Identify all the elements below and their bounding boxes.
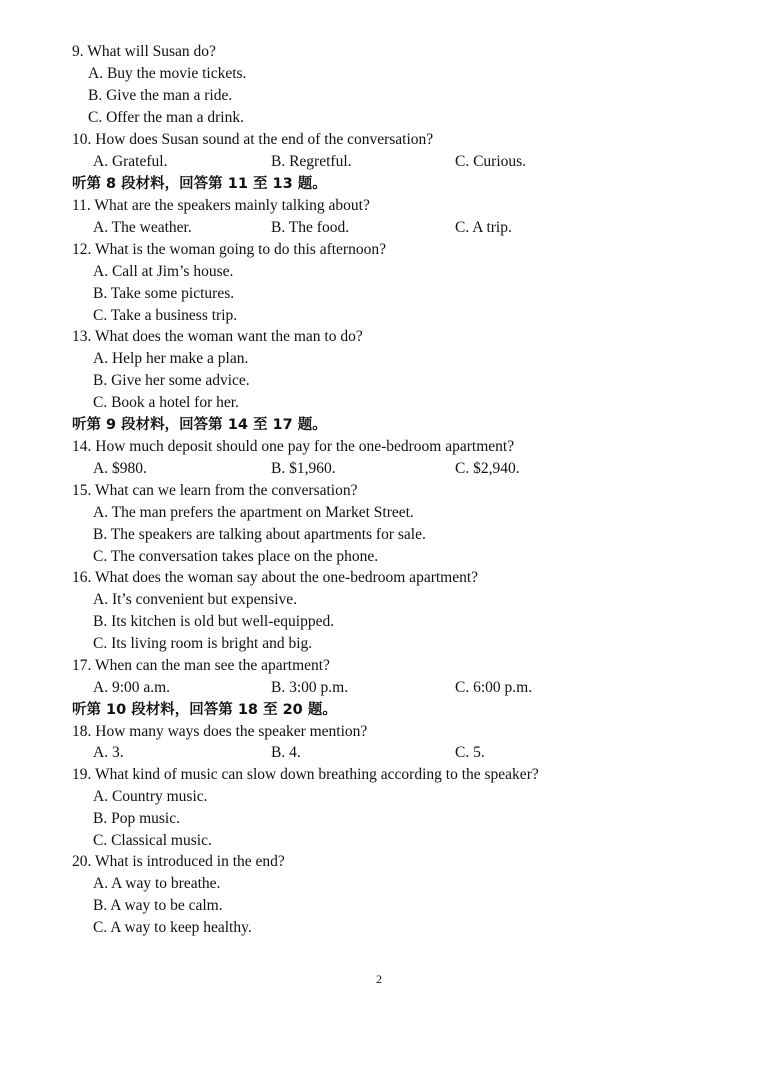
option-16a: A. It’s convenient but expensive. — [93, 591, 298, 608]
option-17c: C. 6:00 p.m. — [455, 679, 533, 696]
section-heading-9: 听第 9 段材料，回答第 14 至 17 题。 — [72, 417, 327, 433]
option-10b: B. Regretful. — [271, 153, 352, 170]
question-13: 13. What does the woman want the man to do? — [72, 328, 363, 345]
option-16b: B. Its kitchen is old but well-equipped. — [93, 613, 335, 630]
question-14: 14. How much deposit should one pay for the one-bedroom apartment? — [72, 438, 515, 455]
option-20c: C. A way to keep healthy. — [93, 919, 252, 936]
question-16: 16. What does the woman say about the one-bedroom apartment? — [72, 569, 479, 586]
question-19: 19. What kind of music can slow down breathing according to the speaker? — [72, 766, 539, 783]
option-17b: B. 3:00 p.m. — [271, 679, 349, 696]
option-14c: C. $2,940. — [455, 460, 520, 477]
question-17: 17. When can the man see the apartment? — [72, 657, 330, 674]
option-9b: B. Give the man a ride. — [88, 87, 233, 104]
option-15c: C. The conversation takes place on the phone. — [93, 548, 379, 565]
option-11c: C. A trip. — [455, 219, 512, 236]
page-number: 2 — [376, 972, 382, 986]
option-14b: B. $1,960. — [271, 460, 336, 477]
option-19b: B. Pop music. — [93, 810, 180, 827]
question-20: 20. What is introduced in the end? — [72, 853, 285, 870]
question-18: 18. How many ways does the speaker mention? — [72, 723, 368, 740]
question-12: 12. What is the woman going to do this afternoon? — [72, 241, 386, 258]
option-20a: A. A way to breathe. — [93, 875, 221, 892]
section-heading-10: 听第 10 段材料，回答第 18 至 20 题。 — [72, 702, 337, 718]
option-19a: A. Country music. — [93, 788, 208, 805]
question-15: 15. What can we learn from the conversation? — [72, 482, 358, 499]
option-12a: A. Call at Jim’s house. — [93, 263, 234, 280]
option-15b: B. The speakers are talking about apartments for sale. — [93, 526, 426, 543]
option-9c: C. Offer the man a drink. — [88, 109, 244, 126]
option-17a: A. 9:00 a.m. — [93, 679, 171, 696]
option-12c: C. Take a business trip. — [93, 307, 238, 324]
option-13c: C. Book a hotel for her. — [93, 394, 239, 411]
option-14a: A. $980. — [93, 460, 147, 477]
option-12b: B. Take some pictures. — [93, 285, 235, 302]
option-20b: B. A way to be calm. — [93, 897, 223, 914]
option-15a: A. The man prefers the apartment on Market Street. — [93, 504, 414, 521]
option-10a: A. Grateful. — [93, 153, 168, 170]
question-11: 11. What are the speakers mainly talking about? — [72, 197, 370, 214]
option-11a: A. The weather. — [93, 219, 192, 236]
option-18a: A. 3. — [93, 744, 124, 761]
section-heading-8: 听第 8 段材料，回答第 11 至 13 题。 — [72, 176, 327, 192]
option-18b: B. 4. — [271, 744, 301, 761]
question-10: 10. How does Susan sound at the end of the conversation? — [72, 131, 434, 148]
option-10c: C. Curious. — [455, 153, 527, 170]
question-9: 9. What will Susan do? — [72, 43, 216, 60]
option-13a: A. Help her make a plan. — [93, 350, 249, 367]
option-16c: C. Its living room is bright and big. — [93, 635, 313, 652]
option-13b: B. Give her some advice. — [93, 372, 250, 389]
option-18c: C. 5. — [455, 744, 485, 761]
option-9a: A. Buy the movie tickets. — [88, 65, 247, 82]
option-11b: B. The food. — [271, 219, 350, 236]
option-19c: C. Classical music. — [93, 832, 212, 849]
